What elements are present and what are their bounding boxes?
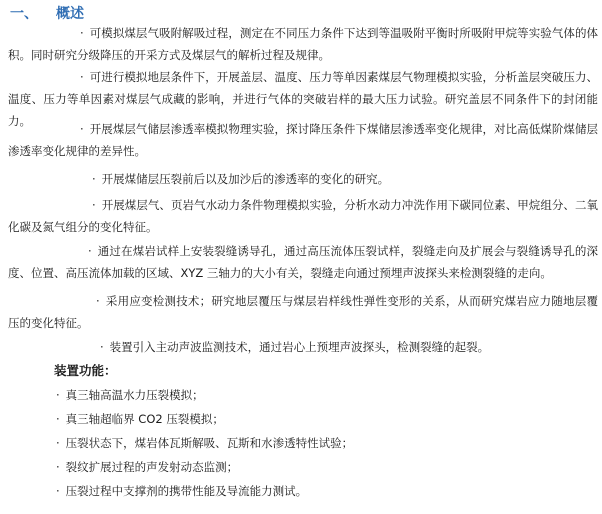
paragraph-6 bbox=[8, 240, 598, 284]
function-item bbox=[56, 384, 204, 406]
function-text: 压裂过程中支撑剂的携带性能及导流能力测试。 bbox=[65, 484, 308, 498]
function-item bbox=[56, 456, 238, 478]
section-title: 概述 bbox=[56, 6, 84, 22]
bullet-dot: · bbox=[80, 70, 84, 84]
paragraph-text: 通过在煤岩试样上安装裂缝诱导孔，通过高压流体压裂试样，裂缝走向及扩展会与裂缝诱导孔的深度、位置、高压流体加载的区域、XYZ 三轴力的大小有关，裂缝走向通过预埋声波探头来检测裂缝的走向。 bbox=[8, 244, 598, 280]
paragraph-text: 可进行模拟地层条件下，开展盖层、温度、压力等单因素煤层气物理模拟实验，分析盖层突破压力、温度、压力等单因素对煤层气成藏的影响，并进行气体的突破岩样的最大压力试验。研究盖层不同条件下的封闭能力。 bbox=[8, 70, 598, 128]
paragraph-text: 开展煤层气、页岩气水动力条件物理模拟实验，分析水动力冲洗作用下碳同位素、甲烷组分、二氧化碳及氮气组分的变化特征。 bbox=[8, 198, 598, 234]
function-item bbox=[56, 408, 224, 430]
paragraph-text: 装置引入主动声波监测技术，通过岩心上预埋声波探头，检测裂缝的起裂。 bbox=[109, 340, 490, 354]
bullet-dot: · bbox=[92, 172, 96, 186]
bullet-dot: · bbox=[88, 244, 92, 258]
bullet-dot: · bbox=[56, 484, 60, 498]
bullet-dot: · bbox=[100, 340, 104, 354]
function-text: 裂纹扩展过程的声发射动态监测； bbox=[65, 460, 239, 474]
paragraph-3 bbox=[8, 118, 598, 162]
function-item bbox=[56, 432, 353, 454]
section-heading bbox=[10, 2, 84, 24]
section-number: 一、 bbox=[10, 6, 38, 22]
bullet-dot: · bbox=[56, 460, 60, 474]
paragraph-text: 采用应变检测技术；研究地层覆压与煤层岩样线性弹性变形的关系，从而研究煤岩应力随地层覆压的变化特征。 bbox=[8, 294, 598, 330]
function-text: 真三轴超临界 CO2 压裂模拟； bbox=[65, 412, 224, 426]
functions-heading: 装置功能： bbox=[54, 363, 117, 378]
bullet-dot: · bbox=[56, 436, 60, 450]
bullet-dot: · bbox=[96, 294, 100, 308]
bullet-dot: · bbox=[80, 122, 84, 136]
paragraph-5 bbox=[8, 194, 598, 238]
function-item bbox=[56, 480, 307, 502]
bullet-dot: · bbox=[56, 412, 60, 426]
paragraph-4 bbox=[8, 168, 598, 190]
paragraph-text: 开展煤储层压裂前后以及加沙后的渗透率的变化的研究。 bbox=[101, 172, 390, 186]
bullet-dot: · bbox=[56, 388, 60, 402]
function-text: 压裂状态下，煤岩体瓦斯解吸、瓦斯和水渗透特性试验； bbox=[65, 436, 354, 450]
paragraph-8 bbox=[8, 336, 598, 358]
bullet-dot: · bbox=[80, 26, 84, 40]
paragraph-1 bbox=[8, 22, 598, 66]
bullet-dot: · bbox=[92, 198, 96, 212]
function-text: 真三轴高温水力压裂模拟； bbox=[65, 388, 204, 402]
paragraph-text: 可模拟煤层气吸附解吸过程，测定在不同压力条件下达到等温吸附平衡时所吸附甲烷等实验气体的体积。同时研究分级降压的开采方式及煤层气的解析过程及规律。 bbox=[8, 26, 598, 62]
paragraph-7 bbox=[8, 290, 598, 334]
paragraph-text: 开展煤层气储层渗透率模拟物理实验，探讨降压条件下煤储层渗透率变化规律，对比高低煤阶煤储层渗透率变化规律的差异性。 bbox=[8, 122, 598, 158]
